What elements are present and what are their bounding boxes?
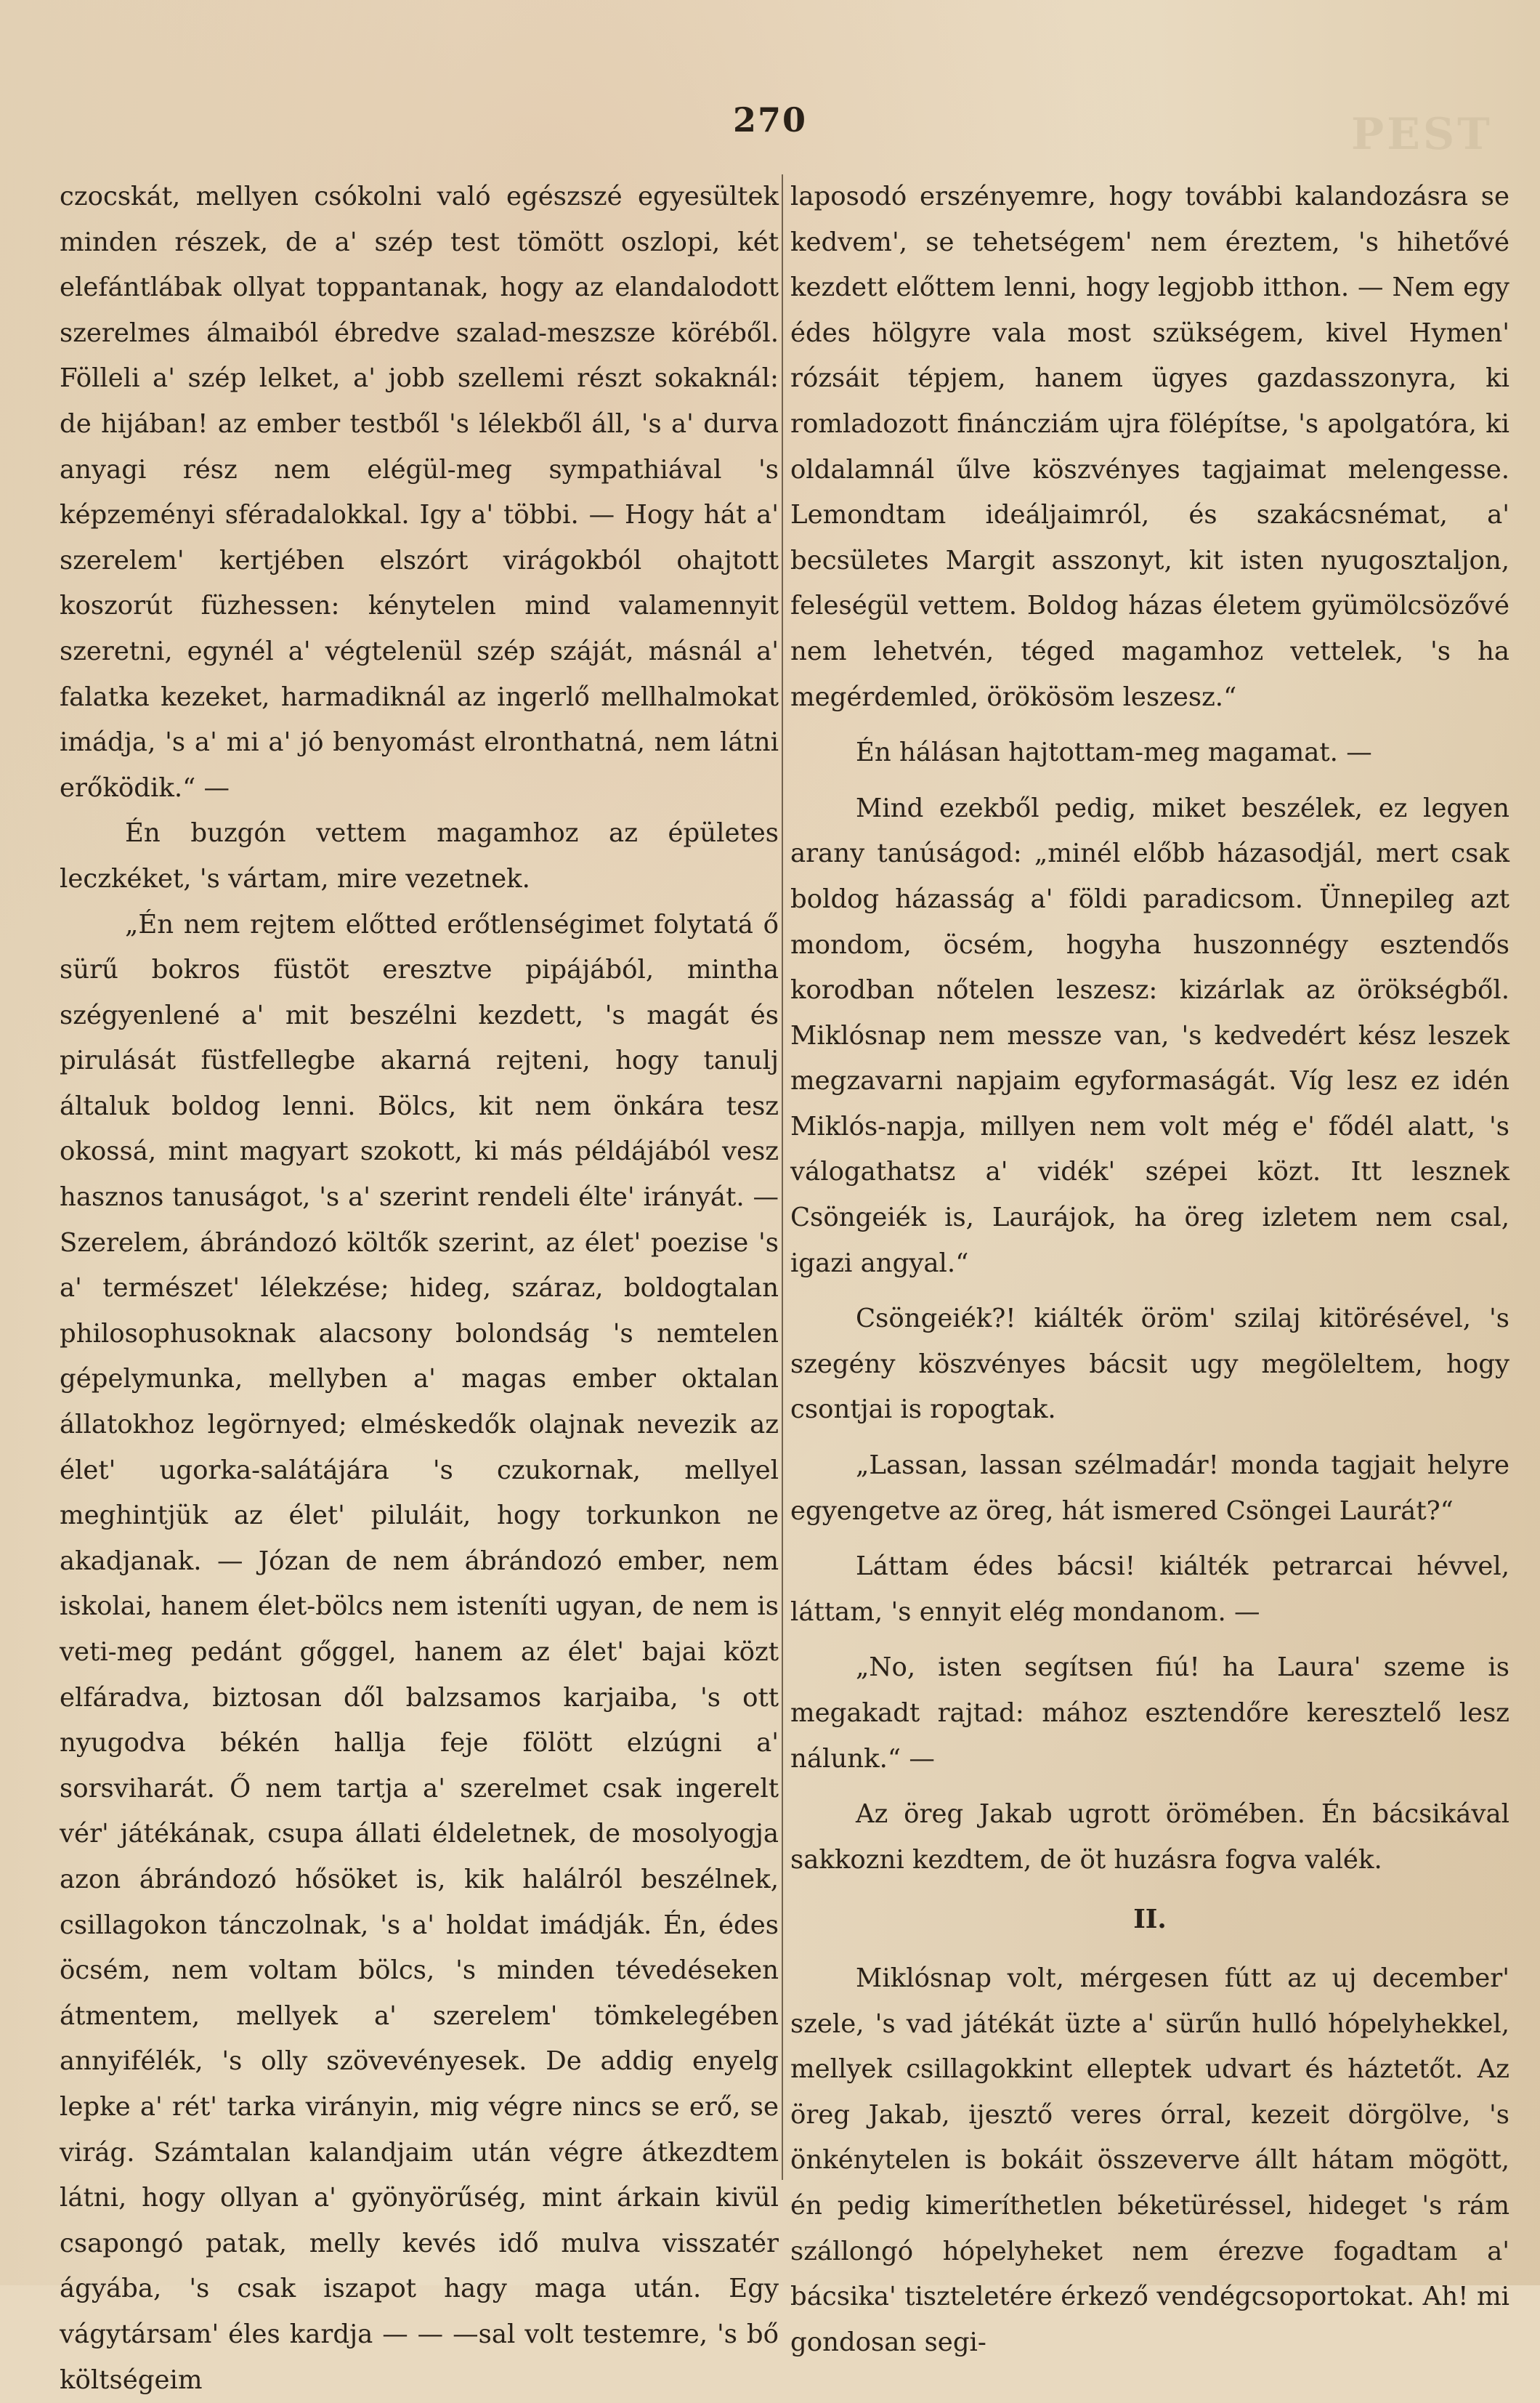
paragraph: „Én nem rejtem előtted erőtlenségimet folytatá ő sürű bokros füstöt eresztve pipájából, mintha szégyenlené a' mit beszélni kezdett, 's magát és pirulását füstfellegbe akarná rejteni, hogy tanulj általuk boldog lenni. Bölcs, kit nem önkára tesz okossá, mint magyart szokott, ki más példájából vesz hasznos tanuságot, 's a' szerint rendeli élte' irányát. — Szerelem, ábrándozó költők szerint, az élet' poezise 's a' természet' lélekzése; hideg, száraz, boldogtalan philosophusoknak alacsony bolondság 's nemtelen gépelymunka, mellyben a' magas ember oktalan állatokhoz legörnyed; elméskedők olajnak nevezik az élet' ugorka-salátájára 's czukornak, mellyel meghintjük az élet' piluláit, hogy torkunkon ne akadjanak. — Józan de nem ábrándozó ember, nem iskolai, hanem élet-bölcs nem isteníti ugyan, de nem is veti-meg pedánt gőggel, hanem az élet' bajai közt elfáradva, biztosan dől balzsamos karjaiba, 's ott nyugodva békén hallja feje fölött elzúgni a' sorsviharát. Ő nem tartja a' szerelmet csak ingerelt vér' játékának, csupa állati éldeletnek, de mosolyogja azon ábrándozó hősöket is, kik halálról beszélnek, csillagokon tánczolnak, 's a' holdat imádják. Én, édes öcsém, nem voltam bölcs, 's minden tévedéseken átmentem, mellyek a' szerelem' tömkelegében annyifélék, 's olly szövevényesek. De addig enyelg lepke a' rét' tarka virányin, mig végre nincs se erő, se virág. Számtalan kalandjaim után végre átkezdtem látni, hogy ollyan a' gyönyörűség, mint árkain kivül csapongó patak, melly kevés idő mulva visszatér ágyába, 's csak iszapot hagy maga után. Egy vágytársam' éles kardja — — —sal volt testemre, 's bő költségeim bbox=[60, 902, 779, 2403]
paragraph: „No, isten segítsen fiú! ha Laura' szeme is megakadt rajtad: mához esztendőre keresztelő lesz nálunk.“ — bbox=[790, 1645, 1509, 1782]
bleed-through-text: PEST bbox=[1351, 109, 1493, 160]
section-heading: II. bbox=[790, 1897, 1509, 1943]
paragraph: Az öreg Jakab ugrott örömében. Én bácsikával sakkozni kezdtem, de öt huzásra fogva valék. bbox=[790, 1792, 1509, 1883]
paragraph: Én hálásan hajtottam-meg magamat. — bbox=[790, 730, 1509, 776]
paragraph: Csöngeiék?! kiálték öröm' szilaj kitörésével, 's szegény köszvényes bácsit ugy megöleltem, hogy csontjai is ropogtak. bbox=[790, 1296, 1509, 1433]
column-divider bbox=[782, 174, 783, 2180]
page-number: 270 bbox=[0, 100, 1540, 140]
paragraph: Mind ezekből pedig, miket beszélek, ez legyen arany tanúságod: „minél előbb házasodjál, mert csak boldog házasság a' földi paradicsom. Ünnepileg azt mondom, öcsém, hogyha huszonnégy esztendős korodban nőtelen leszesz: kizárlak az örökségből. Miklósnap nem messze van, 's kedvedért kész leszek megzavarni napjaim egyformaságát. Víg lesz ez idén Miklós-napja, millyen nem volt még e' fődél alatt, 's válogathatsz a' vidék' szépei közt. Itt lesznek Csöngeiék is, Laurájok, ha öreg izletem nem csal, igazi angyal.“ bbox=[790, 786, 1509, 1287]
paragraph: Láttam édes bácsi! kiálték petrarcai hévvel, láttam, 's ennyit elég mondanom. — bbox=[790, 1544, 1509, 1635]
paragraph: „Lassan, lassan szélmadár! monda tagjait helyre egyengetve az öreg, hát ismered Csöngei Laurát?“ bbox=[790, 1443, 1509, 1534]
right-column bbox=[790, 174, 1509, 2365]
left-column bbox=[60, 174, 779, 2403]
paragraph: Én buzgón vettem magamhoz az épületes leczkéket, 's vártam, mire vezetnek. bbox=[60, 811, 779, 902]
paragraph: Miklósnap volt, mérgesen fútt az uj december' szele, 's vad játékát üzte a' sürűn hulló hópelyhekkel, mellyek csillagokkint elleptek udvart és háztetőt. Az öreg Jakab, ijesztő veres órral, kezeit dörgölve, 's önkénytelen is bokáit összeverve állt hátam mögött, én pedig kimeríthetlen béketüréssel, hideget 's rám szállongó hópelyheket nem érezve fogadtam a' bácsika' tiszteletére érkező vendégcsoportokat. Ah! mi gondosan segi- bbox=[790, 1956, 1509, 2365]
paragraph: laposodó erszényemre, hogy további kalandozásra se kedvem', se tehetségem' nem éreztem, 's hihetővé kezdett előttem lenni, hogy legjobb itthon. — Nem egy édes hölgyre vala most szükségem, kivel Hymen' rózsáit tépjem, hanem ügyes gazdasszonyra, ki romladozott fináncziám ujra fölépítse, 's apolgatóra, ki oldalamnál űlve köszvényes tagjaimat melengesse. Lemondtam ideáljaimról, és szakácsnémat, a' becsületes Margit asszonyt, kit isten nyugosztaljon, feleségül vettem. Boldog házas életem gyümölcsözővé nem lehetvén, téged magamhoz vettelek, 's ha megérdemled, örökösöm leszesz.“ bbox=[790, 174, 1509, 720]
paragraph: czocskát, mellyen csókolni való egészszé egyesültek minden részek, de a' szép test tömött oszlopi, két elefántlábak ollyat toppantanak, hogy az elandalodott szerelmes álmaiból ébredve szalad-meszsze köréből. Fölleli a' szép lelket, a' jobb szellemi részt sokaknál: de hijában! az ember testből 's lélekből áll, 's a' durva anyagi rész nem elégül-meg sympathiával 's képzeményi sféradalokkal. Igy a' többi. — Hogy hát a' szerelem' kertjében elszórt virágokból ohajtott koszorút füzhessen: kénytelen mind valamennyit szeretni, egynél a' végtelenül szép száját, másnál a' falatka kezeket, harmadiknál az ingerlő mellhalmokat imádja, 's a' mi a' jó benyomást elronthatná, nem látni erőködik.“ — bbox=[60, 174, 779, 811]
